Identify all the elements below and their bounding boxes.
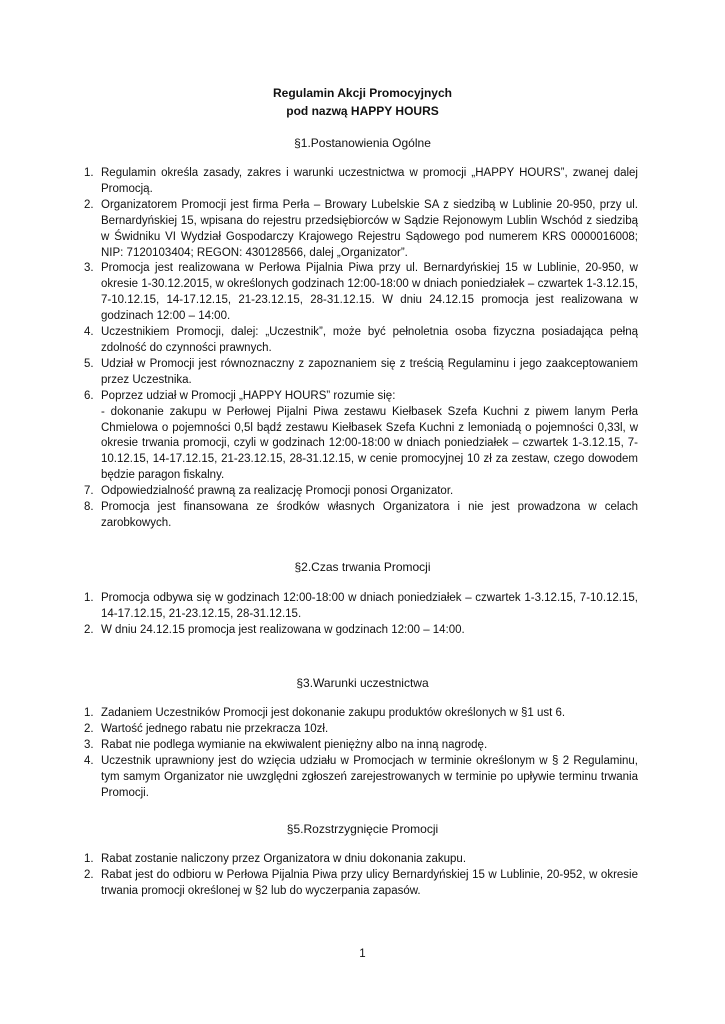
- list-item-number: 2.: [84, 623, 94, 636]
- list-item: [84, 500, 638, 532]
- list-item-number: 2.: [84, 868, 94, 881]
- section-2-heading: §2.Czas trwania Promocji: [294, 560, 431, 574]
- list-item: [84, 166, 638, 198]
- list-item-text: Odpowiedzialność prawną za realizację Promocji ponosi Organizator.: [101, 485, 454, 498]
- section-5-heading: §5.Rozstrzygnięcie Promocji: [286, 822, 439, 836]
- list-item-text: Promocja odbywa się w godzinach 12:00-18:00 w dniach poniedziałek – czwartek 1-3.12.15, 7-10.12.15, 14-17.12.15, 21-23.12.15, 28-31.12.15.: [101, 592, 638, 620]
- list-item-text: Uczestnik uprawniony jest do wzięcia udziału w Promocjach w terminie określonym w § 2 Regulaminu, tym samym Organizator nie uwzględni zgłoszeń zarejestrowanych w terminie po upływie terminu trwania Promocji.: [101, 754, 638, 799]
- section-2-list: [84, 591, 638, 639]
- list-item-number: 3.: [84, 262, 94, 275]
- list-item: [84, 357, 638, 389]
- list-item-number: 7.: [84, 485, 94, 498]
- list-item: [84, 706, 638, 722]
- list-item-number: 2.: [84, 722, 94, 735]
- list-item-text: Promocja jest realizowana w Perłowa Pijalnia Piwa przy ul. Bernardyńskiej 15 w Lublinie, 20-950, w okresie 1-30.12.2015, w określonych godzinach 12:00-18:00 w dniach poniedziałek – czwartek 1-3.12.15, 7-10.12.15, 14-17.12.15, 21-23.12.15, 28-31.12.15. W dniu 24.12.15 promocja jest realizowana w godzinach 12:00 – 14:00.: [101, 262, 638, 323]
- list-item-text: Promocja jest finansowana ze środków własnych Organizatora i nie jest prowadzona w celach zarobkowych.: [101, 501, 638, 529]
- section-1-list: [84, 166, 638, 532]
- list-item-continuation: [87, 405, 638, 485]
- document-title-line-2: pod nazwą HAPPY HOURS: [286, 104, 439, 118]
- list-item: [84, 623, 638, 639]
- list-item-text: Uczestnikiem Promocji, dalej: „Uczestnik”, może być pełnoletnia osoba fizyczna posiadająca pełną zdolność do czynności prawnych.: [101, 326, 638, 354]
- document-title-line-1: Regulamin Akcji Promocyjnych: [273, 86, 452, 100]
- list-item-number: 1.: [84, 707, 94, 719]
- list-item-number: 1.: [84, 167, 94, 179]
- list-item-number: 1.: [84, 592, 94, 604]
- list-item: [84, 484, 638, 500]
- list-item-text: Organizatorem Promocji jest firma Perła – Browary Lubelskie SA z siedzibą w Lublinie 20-950, przy ul. Bernardyńskiej 15, wpisana do rejestru przedsiębiorców w Sądzie Rejonowym Lublin Wschód z siedzibą w Świdniku VI Wydział Gospodarczy Krajowego Rejestru Sądowego pod numerem KRS 0000016008; NIP: 7120103404; REGON: 430128566, dalej „Organizator”.: [101, 198, 638, 259]
- section-3-list: [84, 706, 638, 801]
- list-item: [84, 198, 638, 262]
- list-item-number: 6.: [84, 389, 94, 402]
- list-item-text: Regulamin określa zasady, zakres i warunki uczestnictwa w promocji „HAPPY HOURS”, zwanej dalej Promocją.: [101, 167, 638, 195]
- list-item-text: Rabat nie podlega wymianie na ekwiwalent pieniężny albo na inną nagrodę.: [101, 738, 488, 751]
- list-item: [84, 754, 638, 802]
- list-item: [84, 852, 638, 868]
- list-item-number: 8.: [84, 501, 94, 514]
- section-1-heading: §1.Postanowienia Ogólne: [294, 136, 431, 150]
- list-item-text: Udział w Promocji jest równoznaczny z zapoznaniem się z treścią Regulaminu i jego zaakceptowaniem przez Uczestnika.: [101, 357, 638, 386]
- list-item: [84, 722, 638, 738]
- list-item: [84, 591, 638, 623]
- list-item-number: 2.: [84, 198, 94, 211]
- list-item-text: Zadaniem Uczestników Promocji jest dokonanie zakupu produktów określonych w §1 ust 6.: [101, 707, 566, 719]
- page-number: 1: [359, 948, 366, 960]
- list-item: [84, 261, 638, 325]
- section-3-heading: §3.Warunki uczestnictwa: [296, 676, 429, 690]
- list-item: [84, 389, 638, 405]
- list-item: [84, 325, 638, 357]
- list-item-number: 4.: [84, 754, 94, 767]
- list-item-text: Rabat jest do odbioru w Perłowa Pijalnia Piwa przy ulicy Bernardyńskiej 15 w Lublinie, 20-952, w okresie trwania promocji określonej w §2 lub do wyczerpania zapasów.: [101, 868, 638, 897]
- list-item-number: 1.: [84, 853, 94, 865]
- section-5-list: [84, 852, 638, 900]
- list-item-text: W dniu 24.12.15 promocja jest realizowana w godzinach 12:00 – 14:00.: [101, 623, 465, 636]
- list-item-text: Wartość jednego rabatu nie przekracza 10zł.: [101, 722, 329, 735]
- list-item-number: 4.: [84, 326, 94, 339]
- list-item-text: Poprzez udział w Promocji „HAPPY HOURS” rozumie się:: [101, 389, 396, 402]
- list-item-text: - dokonanie zakupu w Perłowej Pijalni Piwa zestawu Kiełbasek Szefa Kuchni z piwem lanym Perła Chmielowa o pojemności 0,5l bądź zestawu Kiełbasek Szefa Kuchni z lemoniadą o pojemności 0,33l, w okresie trwania promocji, czyli w godzinach 12:00-18:00 w dniach poniedziałek – czwartek 1-3.12.15, 7-10.12.15, 14-17.12.15, 21-23.12.15, 28-31.12.15, w cenie promocyjnej 10 zł za zestaw, czego dowodem będzie paragon fiskalny.: [101, 405, 638, 482]
- list-item-text: Rabat zostanie naliczony przez Organizatora w dniu dokonania zakupu.: [101, 853, 467, 865]
- list-item-number: 3.: [84, 738, 94, 751]
- list-item: [84, 868, 638, 900]
- list-item: [84, 738, 638, 754]
- list-item-number: 5.: [84, 357, 94, 370]
